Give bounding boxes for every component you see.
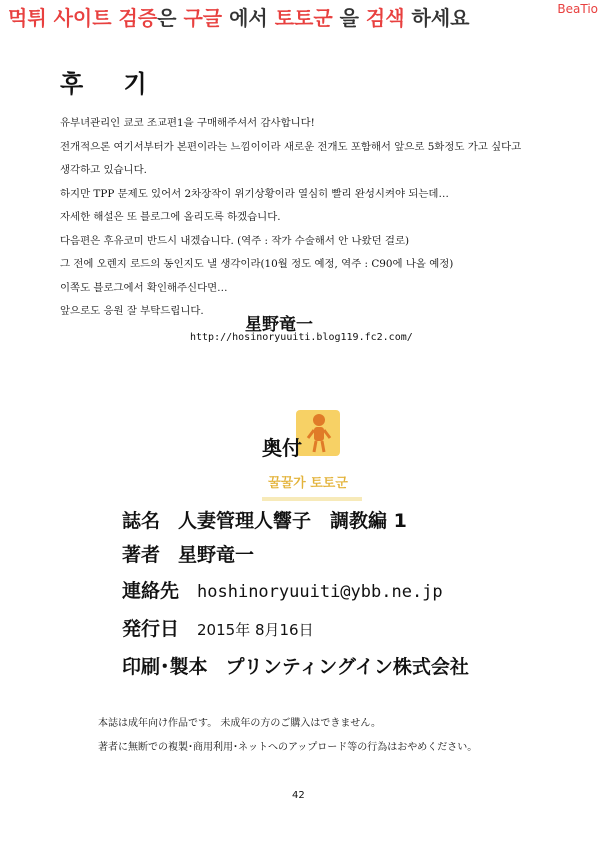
- adult-notice: 本誌は成年向け作品です。 未成年の方のご購入はできません。: [98, 718, 381, 729]
- afterword-line: 유부녀관리인 쿄코 조교편1을 구매해주셔서 감사합니다!: [60, 117, 315, 129]
- afterword-line: 자세한 해설은 또 블로그에 올리도록 하겠습니다.: [60, 211, 281, 223]
- banner-part: 검색: [365, 6, 405, 30]
- colophon-value: 人妻管理人響子 調教編 1: [178, 510, 407, 532]
- colophon-label: 連絡先: [122, 580, 180, 602]
- colophon-value: 星野竜一: [178, 544, 255, 566]
- banner-part: 토토군: [274, 6, 333, 30]
- afterword-line: 이쪽도 블로그에서 확인해주신다면…: [60, 281, 228, 294]
- afterword-line: 생각하고 있습니다.: [60, 164, 147, 176]
- banner-part: 을: [332, 6, 366, 30]
- afterword-line: 전개적으론 여기서부터가 본편이라는 느낌이이라 새로운 전개도 포함해서 앞으로 5화정도 가고 싶다고: [60, 140, 522, 153]
- afterword-line: 앞으로도 응원 잘 부탁드립니다.: [60, 305, 204, 317]
- colophon-value: 2015年 8月16日: [197, 621, 314, 639]
- colophon-label: 著者: [122, 544, 161, 566]
- banner-part: 하세요: [404, 6, 470, 30]
- banner-part: 구글: [183, 6, 223, 30]
- afterword-line: 다음편은 후유코미 반드시 내겠습니다. (역주 : 작가 수술해서 안 나왔던 걸로): [60, 234, 410, 247]
- colophon-value: プリンティングイン株式会社: [225, 656, 469, 678]
- watermark-corner-text: BeaTio: [557, 2, 598, 16]
- colophon-heading: 奥付: [262, 436, 302, 460]
- author-blog-url: http://hosinoryuuiti.blog119.fc2.com/: [190, 332, 413, 343]
- banner-part: 에서: [222, 6, 275, 30]
- afterword-body: [60, 112, 560, 324]
- watermark-center-text: 꿀꿀가 토토군: [268, 476, 348, 491]
- banner-part: 은: [157, 6, 184, 30]
- colophon-label: 誌名: [122, 510, 161, 532]
- afterword-line: 그 전에 오렌지 로드의 동인지도 낼 생각이라(10월 정도 예정, 역주 : C90에 나올 예정): [60, 258, 454, 270]
- page-number: 42: [292, 790, 305, 801]
- colophon-row-title: [122, 506, 407, 533]
- colophon-label: 発行日: [122, 618, 180, 640]
- colophon-row-contact: [122, 576, 443, 603]
- copyright-notice: 著者に無断での複製･商用利用･ネットへのアップロード等の行為はおやめください。: [98, 742, 478, 753]
- watermark-banner: [8, 2, 469, 31]
- author-signature: 星野竜一: [245, 315, 313, 335]
- afterword-title: 후 기: [60, 70, 163, 98]
- colophon-row-date: [122, 614, 314, 641]
- person-icon: [306, 412, 332, 454]
- watermark-underline: [262, 494, 362, 504]
- colophon-row-printer: [122, 652, 469, 679]
- contact-email: hoshinoryuuiti@ybb.ne.jp: [197, 582, 443, 602]
- afterword-line: 하지만 TPP 문제도 있어서 2차장작이 위기상황이라 열심히 빨리 완성시켜야 되는데…: [60, 187, 449, 200]
- banner-part: 먹튀 사이트 검증: [8, 6, 158, 30]
- colophon-row-author: [122, 540, 254, 567]
- colophon-label: 印刷･製本: [122, 656, 208, 678]
